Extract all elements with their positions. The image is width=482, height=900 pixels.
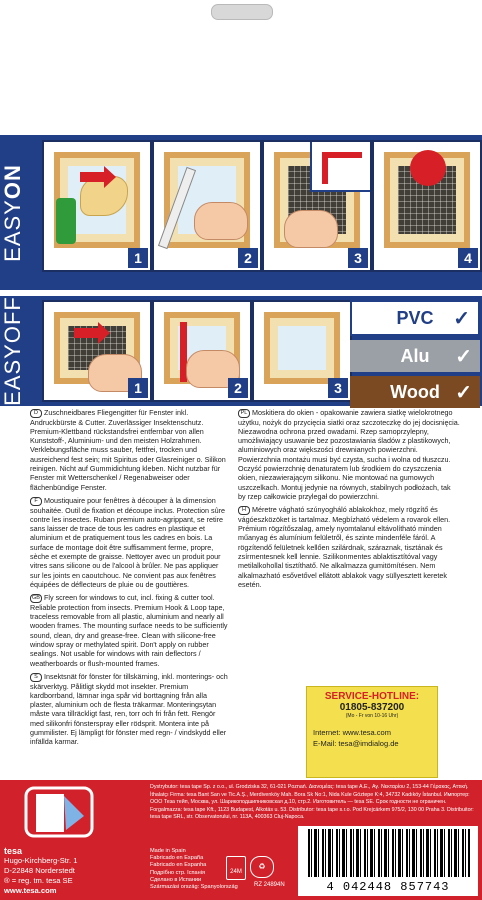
easy-off-pre: EASY: [0, 343, 26, 406]
frame-type-wood: [350, 376, 480, 408]
barcode-bars-icon: [308, 829, 470, 877]
easy-off-post: OFF: [0, 296, 26, 344]
lang-badge: F: [30, 497, 42, 506]
company-city: D-22848 Norderstedt: [4, 866, 75, 875]
frame-type-label: PVC: [396, 307, 434, 328]
made-in-line: Подрібно стр. Іспанія: [150, 869, 206, 876]
check-icon: ✓: [453, 308, 470, 330]
product-code: RZ 24894N: [254, 882, 285, 888]
step-number: 2: [228, 378, 248, 398]
hotline-hours: (Mo - Fr von 10-16 Uhr): [345, 713, 399, 719]
lang-badge: S: [30, 673, 42, 682]
step-number: 3: [328, 378, 348, 398]
easy-on-step-4: [372, 140, 482, 272]
hand-icon: [194, 202, 248, 240]
instructions-text: Fly screen for windows to cut, incl. fixing & cutter tool. Reliable protection from insects. Premium Hook & Loop tape, traceless removable from all plastic, aluminium and nearly all wooden frames. The mounting surface needs to be sufficiently sound, clean, dry and grease-free. Clean with silicone-free window spray or methylated spirit. Don't apply on rubber sealings. Not usable for windows with rain deflectors / weatherboards or flush-mounted frames.: [30, 593, 228, 668]
made-in-line: Сделано в Испании: [150, 876, 202, 883]
step-number: 3: [348, 248, 368, 268]
company-address: [4, 846, 116, 896]
made-in-line: Fabricado en España: [150, 855, 204, 862]
company-street: Hugo-Kirchberg-Str. 1: [4, 856, 78, 865]
company-web: www.tesa.com: [4, 886, 57, 895]
easy-on-step-1: [42, 140, 152, 272]
easy-on-step-2: [152, 140, 262, 272]
hand-icon: [284, 210, 338, 248]
lang-badge: D: [30, 409, 42, 418]
step-number: 1: [128, 378, 148, 398]
frame-type-list: [350, 300, 480, 412]
hotline-title: SERVICE-HOTLINE:: [324, 691, 420, 702]
instructions-text: Moskitiera do okien - opakowanie zawiera siatkę wielokrotnego użytku, nożyk do przycięcia siatki oraz szczoteczkę do jej docisnięcia. Niezawodna ochrona przed owadami. Rzep samoprzylepny, umożliwiający usuwanie bez pozostawiania śladów z plastikowych, aluminiowych oraz większości drewnianych powierzchni. Powierzchnia montażu musi być czysta, sucha i wolna od tłuszczu. Oczyść powierzchnię denaturatem lub środkiem do czyszczenia okien, niezawierającym silikonu. Nie montować na gumowych uszczelkach. Montuj jedynie na równych, stabilnych podłożach, tak by rzep całkowicie przylegał do powierzchni.: [238, 408, 460, 501]
made-in-line: Made in Spain: [150, 848, 186, 854]
check-icon: ✓: [455, 382, 472, 404]
easy-off-step-2: [152, 300, 252, 402]
easy-on-step-3: [262, 140, 372, 272]
red-arrow-icon: [80, 172, 106, 182]
barcode-number: 4 042448 857743: [326, 880, 450, 894]
easy-on-title: [2, 135, 24, 290]
compliance-badges: [226, 852, 286, 896]
instructions-text: Moustiquaire pour fenêtres à découper à la dimension souhaitée. Outil de fixation et découpe inclus. Protection sûre contre les insectes. Ruban premium auto-agrippant, se retire sans laisser de trace de tous les cadres en plastique et aluminium et de pratiquement tous les cadres en bois. La surface de montage doit être suffisamment ferme, propre, sèche et exempte de graisse. Nettoyer avec un produit pour vitres sans silicone ou de l'alcool à brûler. Ne pas appliquer sur les joints en caoutchouc. Ne convient pas aux fenêtres équipées de déflecteurs de pluie ou de gouttières.: [30, 495, 225, 589]
frame-type-label: Alu: [400, 345, 430, 366]
easy-on-post: ON: [0, 163, 26, 199]
detail-inset: [310, 140, 372, 192]
service-hotline-box: [306, 686, 438, 778]
instructions-de: [30, 408, 230, 492]
window-frame: [264, 312, 340, 384]
instructions-right-column: [238, 408, 460, 593]
company-brand: tesa: [4, 846, 23, 856]
brush-tool-icon: [410, 150, 446, 186]
cleaner-bottle-icon: [56, 198, 76, 244]
easy-on-pre: EASY: [0, 198, 26, 262]
hotline-phone: 01805-837200: [339, 702, 405, 713]
distributor-text: Dystrybutor: tesa tape Sp. z o.o., ul. Grodziska 32, 61-021 Poznań. Διανομέας: tesa tape A.E., Αγ. Νεκταρίου 2, 153-44 Γέρακας, Αττική. İthalatçı Firma: tesa Bant San ve Tic.A.Ş., Merdivenköy Mah. Bora Sk No:1, Nida Kule Göztepe K:4, 34732 Kadıköy İstanbul. Импортер: ООО Теза тейп, Москва, ул. Шарикоподшипниковская д.10, стр.2. Изготовитель — tesa SE. Срок годности не ограничен. Forgalmazza: tesa tape Kft., 1123 Budapest, Alkotás u. 53. Distributor: tesa tape s.r.o. Pod Krejcárkem 975/2, 130 00 Praha 3. Distribuitor: tesa tape SRL, str. Observatorului, nr. 113A, 400363 Cluj-Napoca.: [150, 784, 474, 821]
lang-badge: PL: [238, 409, 250, 418]
lang-badge: GB: [30, 594, 42, 603]
instructions-sv: [30, 672, 230, 747]
step-number: 2: [238, 248, 258, 268]
tesa-logo-icon: [24, 786, 94, 850]
instructions-left-column: [30, 408, 230, 751]
hanger-hole: [211, 4, 273, 20]
instructions-fr: [30, 496, 230, 589]
period-after-opening-icon: 24M: [226, 856, 246, 880]
instructions-hu: [238, 505, 460, 589]
lang-badge: H: [238, 506, 250, 515]
frame-type-alu: [350, 340, 480, 372]
ean-barcode: [298, 826, 478, 896]
easy-off-step-3: [252, 300, 352, 402]
company-trademark: ® = reg. tm. tesa SE: [4, 876, 73, 885]
instructions-pl: [238, 408, 460, 501]
corner-detail-icon: [322, 152, 362, 184]
easy-off-step-1: [42, 300, 152, 402]
check-icon: ✓: [455, 346, 472, 368]
hotline-internet: Internet: www.tesa.com: [313, 728, 391, 737]
hotline-email: E-Mail: tesa@imdialog.de: [313, 739, 399, 748]
made-in-line: Fabricado en Espanha: [150, 862, 207, 869]
step-number: 1: [128, 248, 148, 268]
instructions-en: [30, 593, 230, 668]
easy-off-title: [2, 296, 24, 406]
instructions-text: Insektsnät för fönster för tillskärning, inkl. monterings- och skärverktyg. Pålitligt skydd mot insekter. Premium kardborrband, lämnar inga spår vid borttagning från alla plaster, aluminium och de flesta träkarmar. Monteringsytan måste vara tillräckligt fast, ren, torr och fri från fett. Rengör med silikonfri fönsterspray eller rödsprit. Montera inte på gummilister. Ej lämpligt för fönster med regn- / vindskydd eller infällda karmar.: [30, 671, 228, 747]
made-in-line: Származási ország: Spanyolország: [150, 884, 238, 891]
red-arrow-icon: [74, 328, 100, 338]
step-number: 4: [458, 248, 478, 268]
frame-type-pvc: [350, 300, 480, 336]
instructions-text: Méretre vágható szúnyogháló ablakokhoz, mely rögzítő és vágóeszközöket is tartalmaz. Megbízható védelem a rovarok ellen. Prémium rögzítőszalag, amely nyomtalanul eltávolítható minden műanyag és alumínium felületről, és szinte mindenféle fáról. A rögzítendő felületnek kellően szilárdnak, száraznak, tisztának és zsírmentesnek kell lennie. Szilikonmentes ablaktisztítóval vagy metilalkohollal tisztíthatő. Ne alkalmazza gumitömítésen. Nem alkalmazható esővetővel ellátott ablakok vagy süllyesztett keretek esetén.: [238, 505, 451, 589]
window-glass: [278, 326, 326, 370]
instructions-text: Zuschneidbares Fliegengitter für Fenster inkl. Andruckbürste & Cutter. Zuverlässiger Insektenschutz. Premium-Klettband rückstandsfrei entfernbar von allen Kunststoff-, Aluminium- und den meisten Holzrahmen. Verklebungsfläche muss sauber, fettfrei, trocken und ausreichend fest sein; mit Spiritus oder Glasreiniger o. Silikon reinigen. Nicht auf Gummidichtung kleben. Nicht nutzbar für Fenster mit Wetterschenkel / Regenabweiser oder flächenbündige Fenster.: [30, 408, 226, 492]
recycle-icon: ♻: [250, 856, 274, 878]
frame-type-label: Wood: [390, 381, 440, 402]
